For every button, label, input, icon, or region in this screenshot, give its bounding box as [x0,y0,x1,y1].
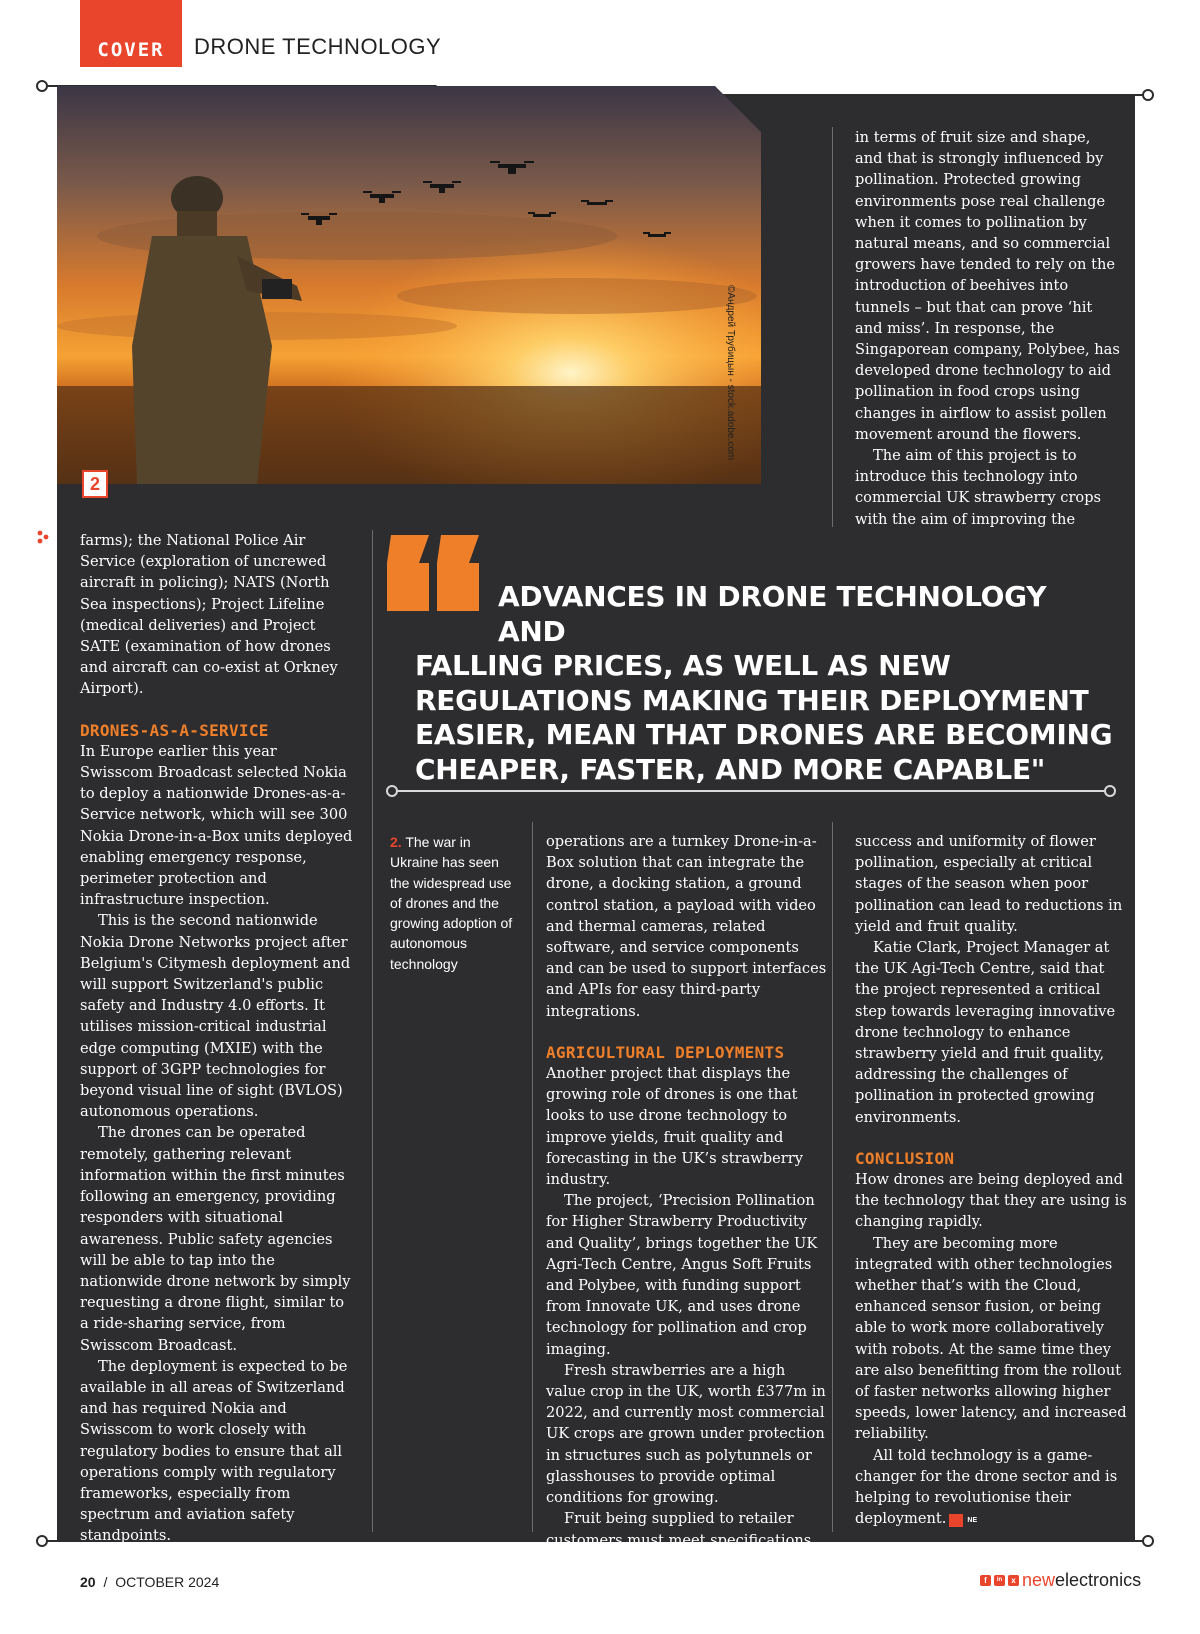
pull-quote [415,580,1115,787]
photo-credit: ©Андрей Трубицын - stock.adobe.com [725,285,736,461]
brand-prefix: new [1022,1570,1056,1590]
dots-marker-icon [36,530,50,544]
subheading: DRONES-AS-A-SERVICE [80,720,269,740]
quote-divider [392,790,1107,792]
column-divider [832,127,833,527]
quote-divider-dot [386,785,398,797]
pull-quote-line1: ADVANCES IN DRONE TECHNOLOGY AND [498,580,1047,648]
brand-suffix: electronics [1055,1570,1142,1590]
end-mark-icon: NE [949,1514,963,1527]
paragraph: This is the second nationwide Nokia Drone Networks project after Belgium's Citymesh deployment and will support Switzerland's public safety and Industry 4.0 efforts. It utilises mission-critical industrial edge computing (MXIE) with the support of 3GPP technologies for beyond visual line of sight (BVLOS) autonomous operations. [80,912,351,1121]
section-title: DRONE TECHNOLOGY [194,34,442,59]
paragraph: operations are a turnkey Drone-in-a-Box solution that can integrate the drone, a docking station, a ground control station, a payload with video and thermal cameras, related software, and service components and can be used to support interfaces and APIs for easy third-party integrations. [546,833,827,1020]
brand-logo [1022,1570,1141,1591]
column-top-right [855,127,1121,530]
paragraph: The drones can be operated remotely, gathering relevant information within the first minutes following an emergency, providing responders with situational awareness. Public safety agencies will be able to tap into the nationwide drone network by simply requesting a drone flight, similar to a ride-sharing service, from Swisscom Broadcast. [80,1124,351,1354]
caption-text: The war in Ukraine has seen the widespread use of drones and the growing adoption of autonomous technology [390,834,513,972]
paragraph: farms); the National Police Air Service (exploration of uncrewed aircraft in policing); NATS (North Sea inspections); Project Lifeline (medical deliveries) and Project SATE (examination of how drones and aircraft can co-exist at Orkney Airport). [80,532,338,698]
paragraph: The deployment is expected to be available in all areas of Switzerland and has required Nokia and Swisscom to work closely with regulatory bodies to ensure that all operations comply with regulatory frameworks, especially from spectrum and aviation safety standpoints. [80,1357,348,1545]
paragraph: In Europe earlier this year Swisscom Broadcast selected Nokia to deploy a nationwide Drones-as-a-Service network, which will see 300 Nokia Drone-in-a-Box units deployed enabling emergency response, perimeter protection and infrastructure inspection. [80,742,353,909]
facebook-icon[interactable]: f [980,1575,991,1586]
photo-caption [390,832,520,974]
paragraph: success and uniformity of flower pollination, especially at critical stages of the season when poor pollination can lead to reductions in yield and fruit quality. [855,833,1123,935]
subheading: AGRICULTURAL DEPLOYMENTS [546,1042,785,1062]
paragraph: How drones are being deployed and the technology that they are using is changing rapidly. [855,1171,1127,1231]
paragraph: The project, ‘Precision Pollination for Higher Strawberry Productivity and Quality’, brings together the UK Agri-Tech Centre, Angus Soft Fruits and Polybee, with funding support from Innovate UK, and uses drone technology for pollination and crop imaging. [546,1192,818,1358]
column-middle [546,831,828,1551]
page-footer [80,1574,219,1590]
column-left [80,530,354,1568]
paragraph [855,1445,1127,1530]
paragraph-text: All told technology is a game-changer for the drone sector and is helping to revolutionise their deployment. [855,1446,1118,1528]
caption-number: 2. [390,834,402,850]
paragraph: Fresh strawberries are a high value crop in the UK, worth £377m in 2022, and currently most commercial UK crops are grown under protection in structures such as polytunnels or glasshouses to provide optimal conditions for growing. [546,1361,826,1507]
paragraph: Fruit being supplied to retailer customers must meet specifications [546,1510,812,1549]
pull-quote-rest: FALLING PRICES, AS WELL AS NEW REGULATIONS MAKING THEIR DEPLOYMENT EASIER, MEAN THAT DRONES ARE BECOMING CHEAPER, FASTER, AND MORE CAPABLE" [415,649,1113,786]
column-divider [532,822,533,1532]
paragraph: Katie Clark, Project Manager at the UK Agi-Tech Centre, said that the project represented a critical step towards leveraging innovative drone technology to enhance strawberry yield and fruit quality, addressing the challenges of pollination in protected growing environments. [855,939,1116,1126]
paragraph: Another project that displays the growing role of drones is one that looks to use drone technology to improve yields, fruit quality and forecasting in the UK’s strawberry industry. [546,1065,803,1189]
frame-dot-top-right [1142,89,1154,101]
hero-photo [57,86,761,484]
issue-date: OCTOBER 2024 [115,1574,220,1590]
paragraph: in terms of fruit size and shape, and that is strongly influenced by pollination. Protected growing environments pose real challenge when it comes to pollination by natural means, and so commercial growers have tended to rely on the introduction of beehives into tunnels – but that can prove ‘hit and miss’. In response, the Singaporean company, Polybee, has developed drone technology to aid pollination in food crops using changes in airflow to assist pollen movement around the flowers. [855,129,1120,443]
quote-divider-dot [1104,785,1116,797]
linkedin-icon[interactable]: in [994,1575,1005,1586]
column-divider [372,530,373,1532]
paragraph: They are becoming more integrated with other technologies whether that’s with the Cloud, enhanced sensor fusion, or being able to work more collaboratively with robots. At the same time they are also benefitting from the rollout of faster networks allowing higher speeds, lower latency, and increased reliability. [855,1234,1127,1443]
frame-dot-bottom-right [1142,1535,1154,1547]
paragraph: The aim of this project is to introduce this technology into commercial UK strawberry crops with the aim of improving the [855,447,1102,528]
x-icon[interactable]: x [1008,1575,1019,1586]
column-divider [832,822,833,1532]
photo-number-badge: 2 [82,470,108,498]
frame-dot-bottom-left [36,1535,48,1547]
footer-separator: / [103,1574,108,1590]
subheading: CONCLUSION [855,1148,955,1168]
paragraph: These Drone-as-a-Service [98,1548,288,1566]
page-number: 20 [80,1574,96,1590]
column-right [855,831,1127,1530]
cover-tab: COVER [80,0,182,67]
frame-dot-top-left [36,80,48,92]
